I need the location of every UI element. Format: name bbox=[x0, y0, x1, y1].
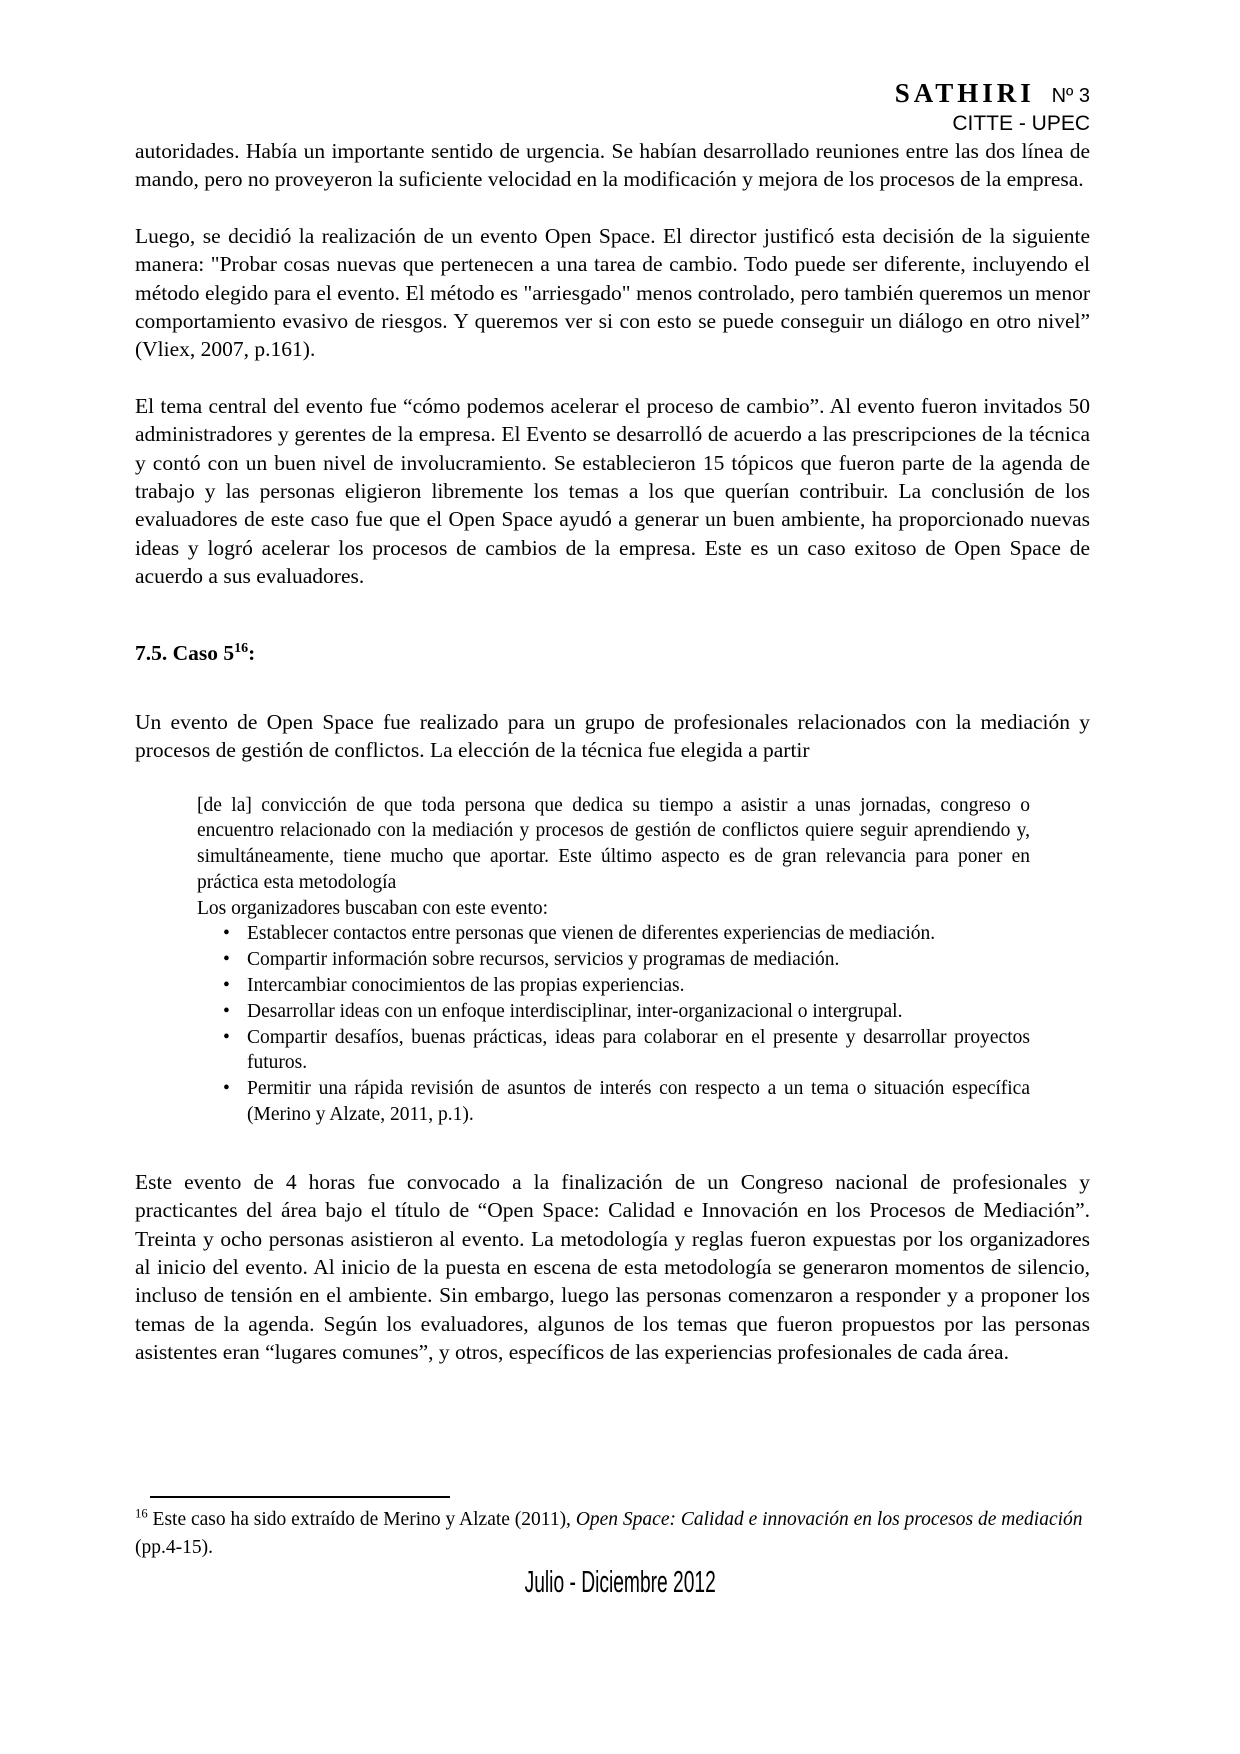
paragraph: autoridades. Había un importante sentido de urgencia. Se habían desarrollado reuniones entre las dos línea de mando, pero no proveyeron la suficiente velocidad en la modificación y mejora de los procesos de la empresa. bbox=[135, 139, 1090, 192]
page-footer bbox=[0, 1564, 1240, 1600]
bullet-item bbox=[197, 999, 1030, 1025]
footnote-work-title: Open Space: Calidad e innovación en los procesos de mediación bbox=[575, 1509, 1083, 1530]
bullet-text: Permitir una rápida revisión de asuntos de interés con respecto a un tema o situación específica (Merino y Alzate, 2011, p.1). bbox=[247, 1078, 1030, 1126]
section-heading-text: 7.5. Caso 5 bbox=[135, 640, 235, 665]
institution-name: CITTE - UPEC bbox=[952, 112, 1090, 135]
footnote-reference: 16 bbox=[234, 640, 249, 656]
content-column bbox=[135, 0, 1090, 1395]
block-quote bbox=[197, 793, 1030, 1128]
bullet-text: Compartir desafíos, buenas prácticas, ideas para colaborar en el presente y desarrollar proyectos futuros. bbox=[247, 1026, 1030, 1074]
paragraph: El tema central del evento fue “cómo podemos acelerar el proceso de cambio”. Al evento fueron invitados 50 administradores y gerentes de la empresa. El Evento se desarrolló de acuerdo a las prescripciones de la técnica y contó con un buen nivel de involucramiento. Se establecieron 15 tópicos que fueron parte de la agenda de trabajo y las personas eligieron libremente los temas a los que querían contribuir. La conclusión de los evaluadores de este caso fue que el Open Space ayudó a generar un buen ambiente, ha proporcionado nuevas ideas y logró acelerar los procesos de cambios de la empresa. Este es un caso exitoso de Open Space de acuerdo a sus evaluadores. bbox=[135, 393, 1090, 589]
footnote-section bbox=[135, 1496, 1090, 1562]
paragraph: Un evento de Open Space fue realizado para un grupo de profesionales relacionados con la mediación y procesos de gestión de conflictos. La elección de la técnica fue elegida a partir bbox=[135, 709, 1090, 763]
journal-title: SATHIRI bbox=[894, 78, 1035, 108]
paragraph: Luego, se decidió la realización de un evento Open Space. El director justificó esta decisión de la siguiente manera: "Probar cosas nuevas que pertenecen a una tarea de cambio. Todo puede ser diferente, incluyendo el método elegido para el evento. El método es "arriesgado" menos controlado, pero también queremos un menor comportamiento evasivo de riesgos. Y queremos ver si con esto se puede conseguir un diálogo en otro nivel” (Vliex, 2007, p.161). bbox=[135, 223, 1090, 362]
section-heading bbox=[135, 641, 1090, 666]
footnote-pages: (pp.4-15). bbox=[135, 1537, 213, 1558]
footnote-text bbox=[135, 1506, 1090, 1562]
bullet-icon: • bbox=[223, 923, 230, 945]
bullet-item bbox=[197, 1025, 1030, 1077]
bullet-icon: • bbox=[223, 1026, 230, 1048]
page-header bbox=[135, 0, 1090, 137]
issue-number: Nº 3 bbox=[1051, 85, 1090, 107]
bullet-list bbox=[197, 921, 1030, 1127]
bullet-text: Intercambiar conocimientos de las propias experiencias. bbox=[247, 975, 685, 997]
quote-text: [de la] convicción de que toda persona que dedica su tiempo a asistir a unas jornadas, congreso o encuentro relacionado con la mediación y procesos de gestión de conflictos quiere seguir aprendiendo y, simultáneamente, tiene mucho que aportar. Este último aspecto es de gran relevancia para poner en práctica esta metodología bbox=[197, 794, 1030, 893]
footnote-separator-rule bbox=[150, 1496, 450, 1498]
bullet-icon: • bbox=[223, 1078, 230, 1100]
journal-line bbox=[135, 78, 1090, 111]
bullet-item bbox=[197, 973, 1030, 999]
paragraph: Este evento de 4 horas fue convocado a la finalización de un Congreso nacional de profesionales y practicantes del área bajo el título de “Open Space: Calidad e Innovación en los Procesos de Mediación”. Treinta y ocho personas asistieron al evento. La metodología y reglas fueron expuestas por los organizadores al inicio del evento. Al inicio de la puesta en escena de esta metodología se generaron momentos de silencio, incluso de tensión en el ambiente. Sin embargo, luego las personas comenzaron a responder y a proponer los temas de la agenda. Según los evaluadores, algunos de los temas que fueron propuestos por las personas asistentes eran “lugares comunes”, y otros, específicos de las experiencias profesionales de cada área. bbox=[135, 1169, 1090, 1365]
bullet-text: Establecer contactos entre personas que vienen de diferentes experiencias de mediación. bbox=[247, 923, 936, 945]
bullet-icon: • bbox=[223, 949, 230, 971]
footnote-body: Este caso ha sido extraído de Merino y Alzate (2011), bbox=[147, 1509, 576, 1530]
section-heading-colon: : bbox=[248, 640, 256, 665]
footer-issue-period: Julio - Diciembre 2012 bbox=[524, 1564, 716, 1599]
bullet-icon: • bbox=[223, 1000, 230, 1022]
quote-intro-line: Los organizadores buscaban con este evento: bbox=[197, 897, 549, 919]
bullet-icon: • bbox=[223, 975, 230, 997]
bullet-text: Compartir información sobre recursos, servicios y programas de mediación. bbox=[247, 949, 840, 971]
bullet-item bbox=[197, 947, 1030, 973]
body-text bbox=[135, 137, 1090, 1367]
bullet-item bbox=[197, 1076, 1030, 1128]
bullet-text: Desarrollar ideas con un enfoque interdisciplinar, inter-organizacional o intergrupal. bbox=[247, 1000, 903, 1022]
footnote-marker: 16 bbox=[135, 1506, 148, 1521]
bullet-item bbox=[197, 921, 1030, 947]
